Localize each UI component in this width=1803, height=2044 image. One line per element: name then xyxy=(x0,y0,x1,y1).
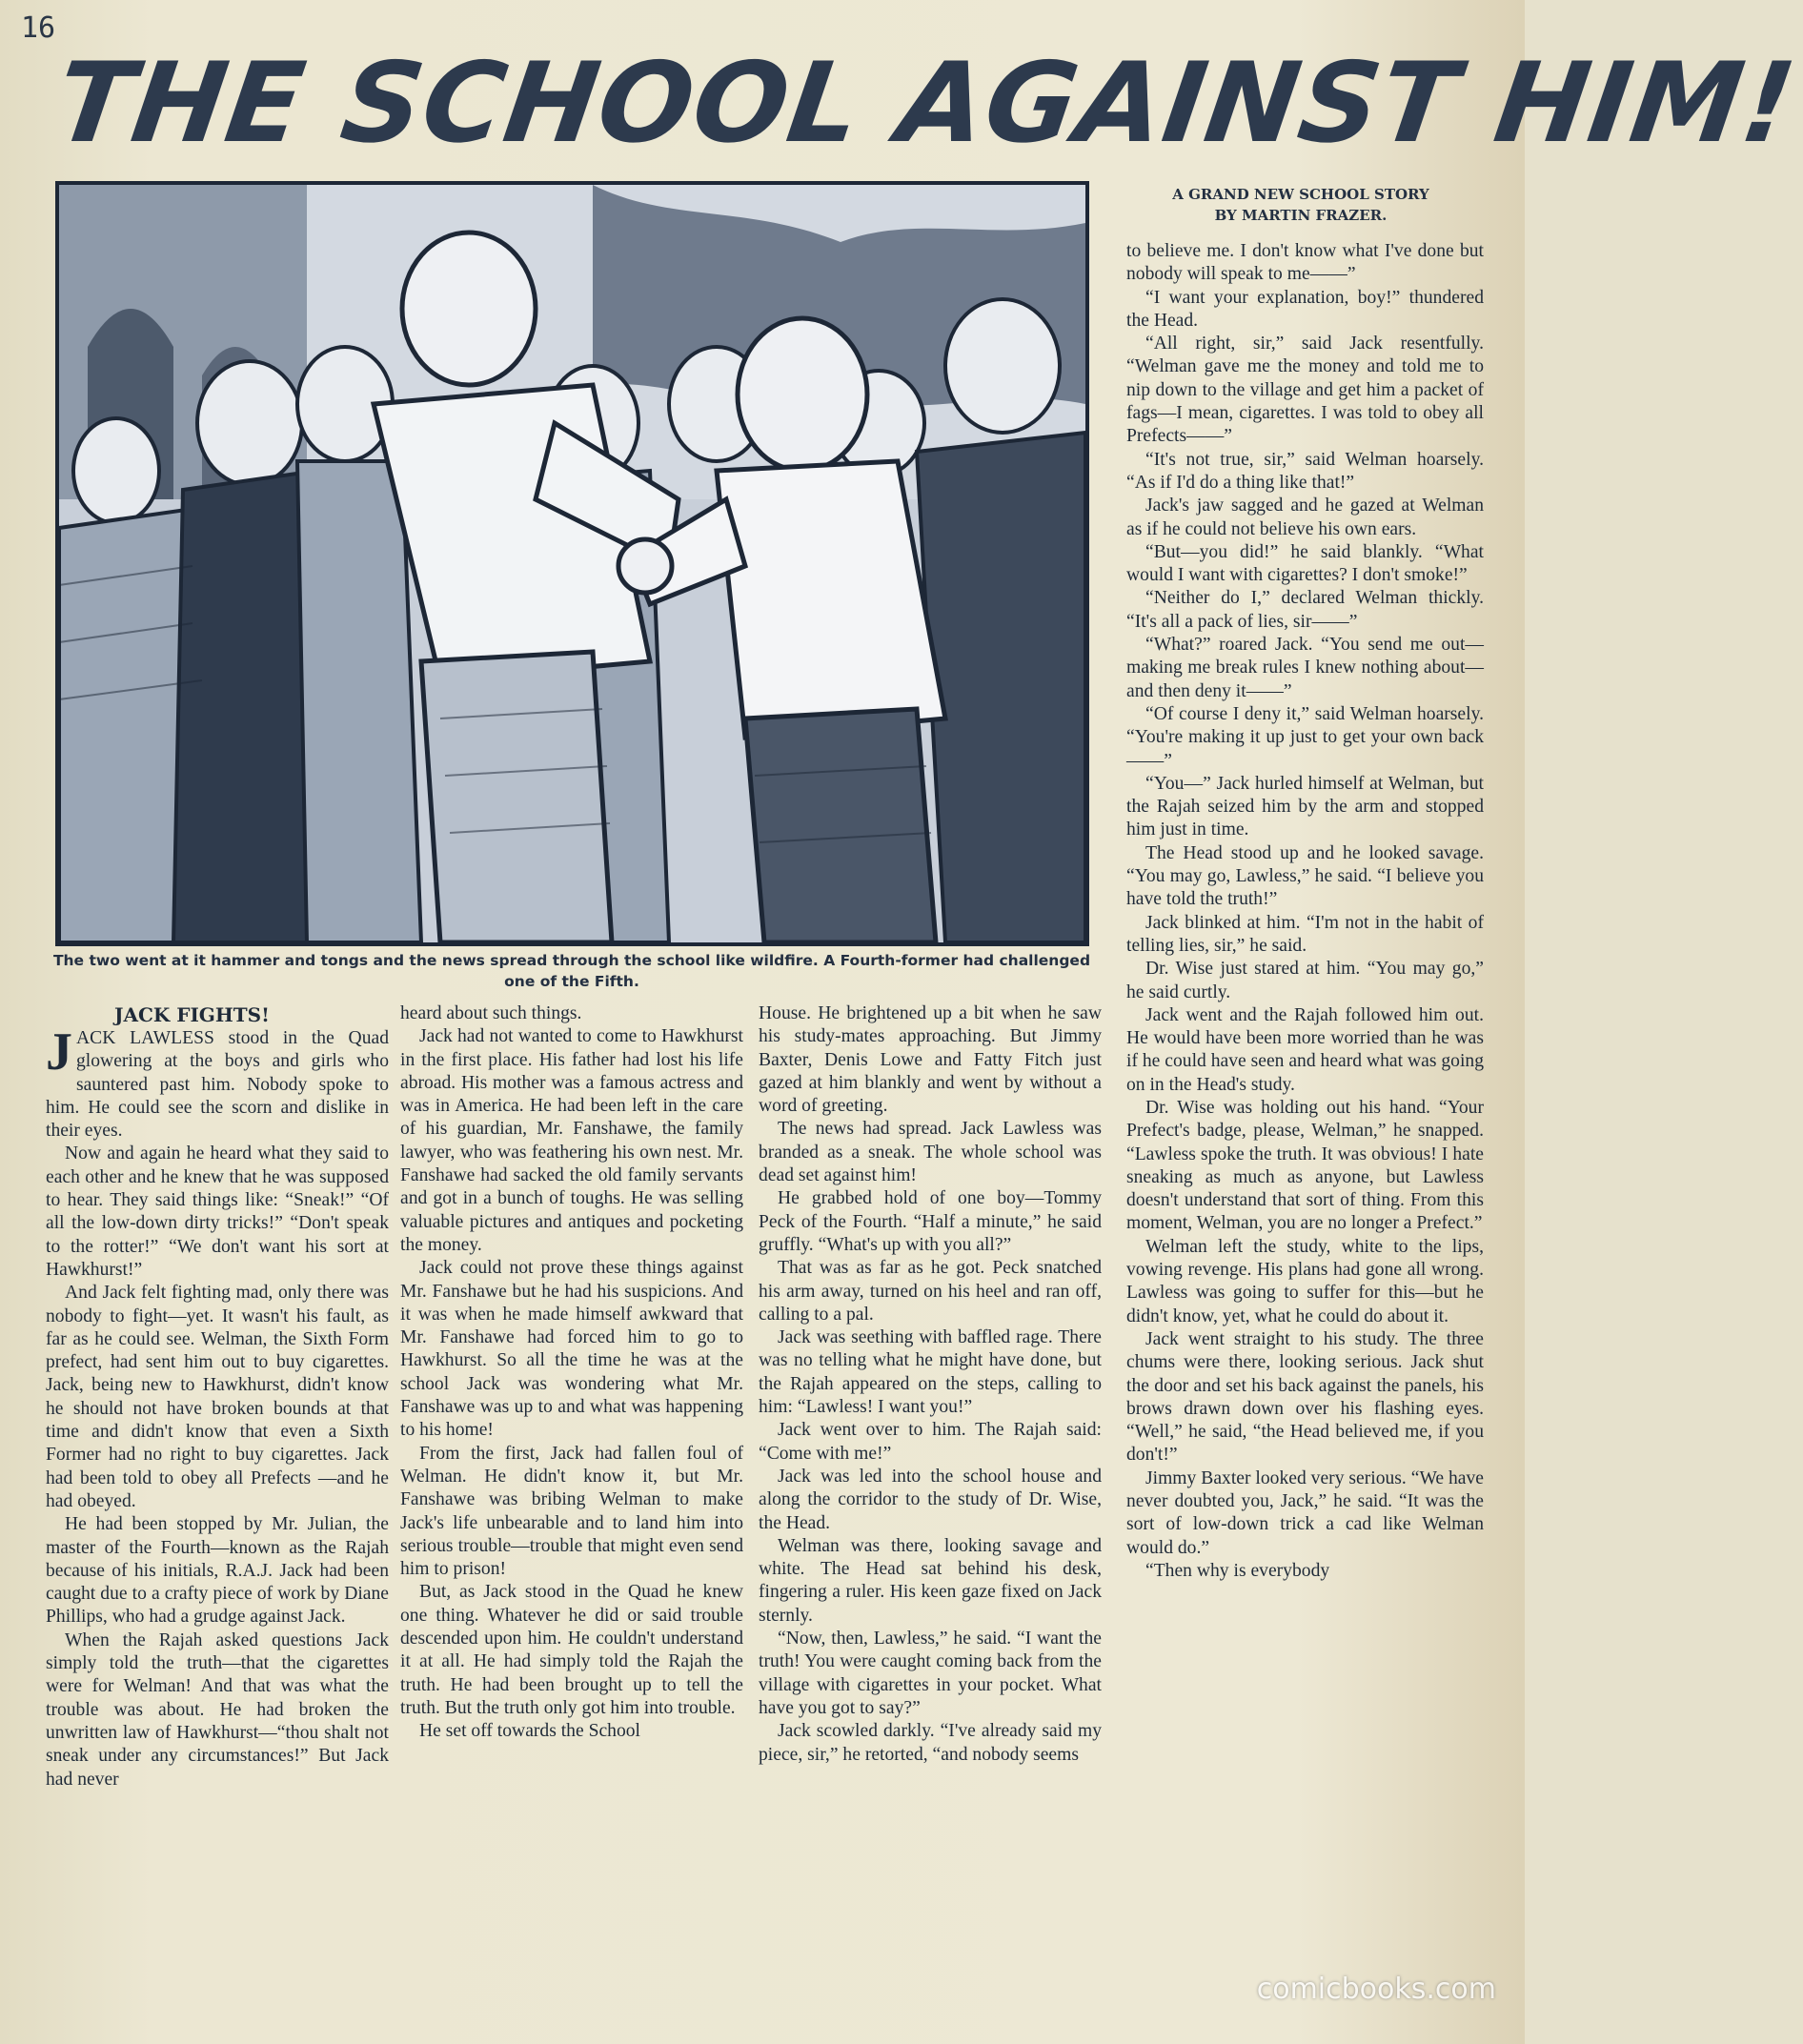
paragraph: Welman left the study, white to the lips, vowing revenge. His plans had gone all wrong. Lawless was going to suffer for this—but he didn't know, yet, what he could do about it. xyxy=(1126,1236,1484,1326)
paragraph: “But—you did!” he said blankly. “What would I want with cigarettes? I don't smoke!” xyxy=(1126,541,1484,586)
paragraph: House. He brightened up a bit when he saw his study-mates approaching. But Jimmy Baxter, Denis Lowe and Fatty Fitch just gazed at him blankly and went by without a word of greeting. xyxy=(759,1003,1102,1117)
paragraph: Jack went over to him. The Rajah said: “Come with me!” xyxy=(759,1420,1102,1464)
text-column-2 xyxy=(400,1002,743,1744)
paragraph: But, as Jack stood in the Quad he knew one thing. Whatever he did or said trouble descended upon him. He couldn't understand it at all. He had simply told the Rajah the truth. He had been brought up to tell the truth. But the truth only got him into trouble. xyxy=(400,1582,743,1718)
paragraph: He grabbed hold of one boy—Tommy Peck of the Fourth. “Half a minute,” he said gruffly. “What's up with you all?” xyxy=(759,1188,1102,1255)
paragraph: Welman was there, looking savage and white. The Head sat behind his desk, fingering a ruler. His keen gaze fixed on Jack sternly. xyxy=(759,1535,1102,1626)
paragraph: “Then why is everybody xyxy=(1145,1560,1330,1581)
paragraph: “Now, then, Lawless,” he said. “I want the truth! You were caught coming back from the village with cigarettes in your pocket. What have you got to say?” xyxy=(759,1629,1102,1718)
paragraph: “Neither do I,” declared Welman thickly. “It's all a pack of lies, sir——” xyxy=(1126,588,1484,632)
paragraph: That was as far as he got. Peck snatched his arm away, turned on his heel and ran off, calling to a pal. xyxy=(759,1258,1102,1325)
paragraph: Jack blinked at him. “I'm not in the habit of telling lies, sir,” he said. xyxy=(1126,912,1484,956)
paragraph: And Jack felt fighting mad, only there was nobody to fight—yet. It wasn't his fault, as far as he could see. Welman, the Sixth Form prefect, had sent him out to buy cigarettes. Jack, being new to Hawkhurst, didn't know he should not have broken bounds at that time and didn't know that even a Sixth Former had no right to buy cigarettes. Jack had been told to obey all Prefects —and he had obeyed. xyxy=(46,1283,389,1511)
paragraph: “It's not true, sir,” said Welman hoarsely. “As if I'd do a thing like that!” xyxy=(1126,449,1484,493)
paragraph: The news had spread. Jack Lawless was branded as a sneak. The whole school was dead set against him! xyxy=(759,1119,1102,1186)
paragraph: “All right, sir,” said Jack resentfully. “Welman gave me the money and told me to nip down to the village and get him a packet of fags—I mean, cigarettes. I was told to obey all Prefects——” xyxy=(1126,334,1484,447)
paragraph: “You—” Jack hurled himself at Welman, but the Rajah seized him by the arm and stopped him just in time. xyxy=(1126,773,1484,840)
paragraph: He had been stopped by Mr. Julian, the master of the Fourth—known as the Rajah because of his initials, R.A.J. Jack had been caught due to a crafty piece of work by Diane Phillips, who had a grudge against Jack. xyxy=(46,1514,389,1628)
story-illustration xyxy=(55,181,1089,946)
page-number: 16 xyxy=(21,11,56,45)
paragraph: Jack was seething with baffled rage. There was no telling what he might have done, but the Rajah appeared on the steps, calling to him: “Lawless! I want you!” xyxy=(759,1327,1102,1418)
paragraph: Jack scowled darkly. “I've already said my piece, sir,” he retorted, “and nobody seems xyxy=(759,1721,1102,1765)
paragraph: “What?” roared Jack. “You send me out—making me break rules I knew nothing about—and then deny it——” xyxy=(1126,635,1484,701)
paragraph: Jack went and the Rajah followed him out. He would have been more worried than he was if he could have seen and heard what was going on in the Head's study. xyxy=(1126,1004,1484,1095)
text-column-4 xyxy=(1126,240,1484,1583)
paragraph: JACK LAWLESS stood in the Quad glowering at the boys and girls who sauntered past him. Nobody spoke to him. He could see the scorn and dislike in their eyes. xyxy=(46,1022,389,1142)
paragraph: The Head stood up and he looked savage. “You may go, Lawless,” he said. “I believe you have told the truth!” xyxy=(1126,842,1484,910)
paragraph: Dr. Wise just stared at him. “You may go,” he said curtly. xyxy=(1126,959,1484,1002)
paragraph: When the Rajah asked questions Jack simply told the truth—that the cigarettes were for Welman! And that was what the trouble was about. He had broken the unwritten law of Hawkhurst—“thou shalt not sneak under any circumstances!” But Jack had never xyxy=(46,1629,389,1790)
text-column-3 xyxy=(759,1002,1102,1767)
story-headline: THE SCHOOL AGAINST HIM! xyxy=(48,39,1803,168)
illustration-caption: The two went at it hammer and tongs and the news spread through the school like wildfire. A Fourth-former had challenged one of the Fifth. xyxy=(52,952,1091,990)
paragraph: to believe me. I don't know what I've done but nobody will speak to me——” xyxy=(1126,241,1484,285)
drop-cap: J xyxy=(46,1022,72,1082)
byline-author: BY MARTIN FRAZER. xyxy=(1214,207,1388,224)
paragraph: “Of course I deny it,” said Welman hoarsely. “You're making it up just to get your own back——” xyxy=(1126,703,1484,771)
site-watermark: comicbooks.com xyxy=(1256,1973,1496,2006)
paragraph: heard about such things. xyxy=(400,1003,582,1023)
paragraph: From the first, Jack had fallen foul of Welman. He didn't know it, but Mr. Fanshawe was bribing Welman to make Jack's life unbearable and to land him into serious trouble—trouble that might even send him to prison! xyxy=(400,1443,743,1580)
paragraph: Jack had not wanted to come to Hawkhurst in the first place. His father had lost his life abroad. His mother was a famous actress and was in America. He had been left in the care of his guardian, Mr. Fanshawe, the family lawyer, who was feathering his own nest. Mr. Fanshawe had sacked the old family servants and got in a bunch of toughs. He was selling valuable pictures and antiques and pocketing the money. xyxy=(400,1026,743,1255)
byline-subtitle: A GRAND NEW SCHOOL STORY xyxy=(1172,186,1429,203)
paragraph: Now and again he heard what they said to each other and he knew that he was supposed to hear. They said things like: “Sneak!” “Of all the low-down dirty tricks!” “Don't speak to the rotter!” “We don't want his sort at Hawkhurst!” xyxy=(46,1143,389,1280)
paragraph: He set off towards the School xyxy=(419,1721,640,1742)
fight-scene-drawing xyxy=(59,185,1085,942)
text-column-1 xyxy=(46,1002,389,1791)
section-heading: JACK FIGHTS! xyxy=(114,1003,270,1026)
paragraph: Jimmy Baxter looked very serious. “We have never doubted you, Jack,” he said. “It was the sort of low-down trick a cad like Welman would do.” xyxy=(1126,1467,1484,1558)
paragraph: “I want your explanation, boy!” thundered the Head. xyxy=(1126,287,1484,331)
paragraph: Jack was led into the school house and along the corridor to the study of Dr. Wise, the Head. xyxy=(759,1466,1102,1533)
paragraph: Jack's jaw sagged and he gazed at Welman as if he could not believe his own ears. xyxy=(1126,496,1484,539)
byline xyxy=(1105,184,1496,226)
paragraph: Jack could not prove these things against Mr. Fanshawe but he had his suspicions. And it was when he made himself awkward that Mr. Fanshawe had forced him to go to Hawkhurst. So all the time he was at the school Jack was wondering what Mr. Fanshawe was up to and what was happening to his home! xyxy=(400,1258,743,1441)
paragraph: Jack went straight to his study. The three chums were there, looking serious. Jack shut the door and set his back against the panels, his brows drawn down over his flashing eyes. “Well,” he said, “the Head believed me, if you don't!” xyxy=(1126,1328,1484,1466)
paragraph: Dr. Wise was holding out his hand. “Your Prefect's badge, please, Welman,” he snapped. “Lawless spoke the truth. It was obvious! I hate sneaking as much as anyone, but Lawless doesn't understand that sort of thing. From this moment, Welman, you are no longer a Prefect.” xyxy=(1126,1097,1484,1234)
